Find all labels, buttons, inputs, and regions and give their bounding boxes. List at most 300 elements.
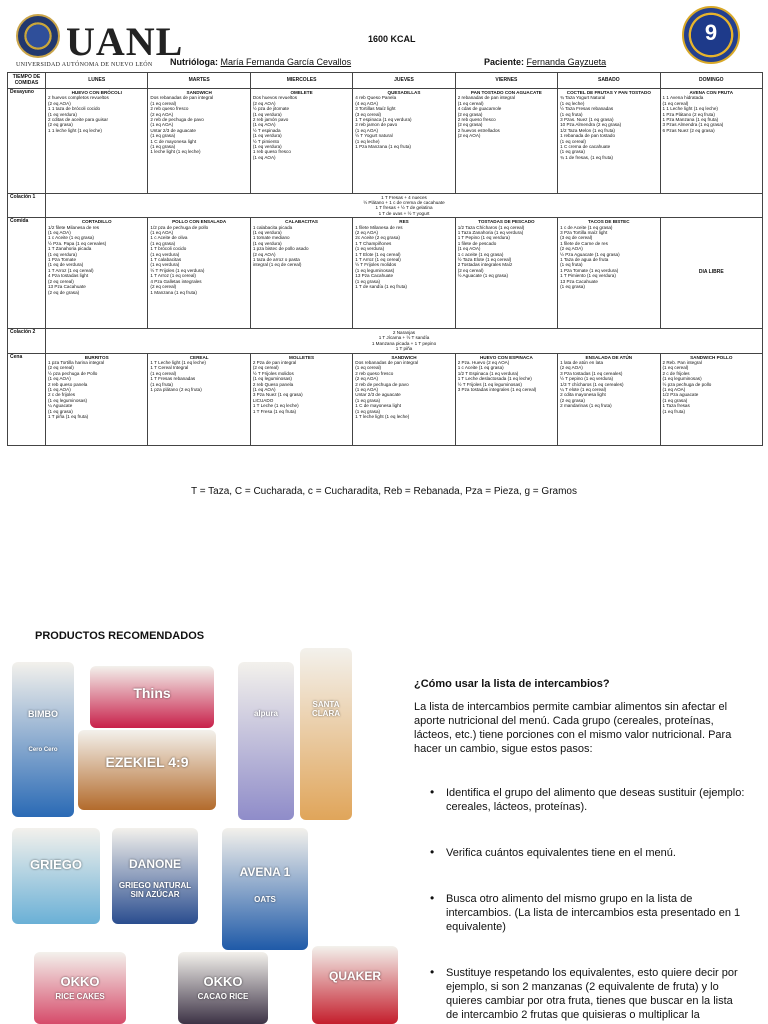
ingredient-line: (1 eq leguminosas) bbox=[252, 376, 292, 382]
product-image bbox=[34, 952, 126, 1024]
ingredient-line: (2 eq grasa) bbox=[457, 111, 483, 117]
ingredient-line: (2 eq de grasa) bbox=[48, 289, 80, 295]
ingredient-line: Dos rebanadas de pan integral bbox=[150, 95, 214, 101]
ingredient-line: 4 Pza tostadas light bbox=[48, 273, 89, 279]
dish-cell bbox=[558, 353, 660, 446]
meal-time-label: Colación 1 bbox=[8, 193, 46, 218]
ingredient-line: 2 reb de pechuga de pavo bbox=[355, 381, 409, 387]
dish-title: BURRITOS bbox=[84, 354, 109, 360]
meal-row bbox=[8, 218, 763, 329]
ingredient-line: 1 C crema de cacahuate bbox=[560, 144, 611, 150]
ingredient-line: (1 eq cereal) bbox=[150, 370, 177, 376]
ingredient-line: 13 Pza Cacahuate bbox=[560, 278, 598, 284]
ingredient-line: 1 Manzana (1 eq fruta) bbox=[150, 289, 197, 295]
ingredient-line: 1/2 pza de pechuga de pollo bbox=[150, 224, 209, 230]
ingredient-line: ¾ Taza Yogurt Natural bbox=[560, 95, 606, 101]
ingredient-line: (1 eq leguminosas) bbox=[48, 397, 88, 403]
dish-title: MOLLETES bbox=[289, 354, 315, 360]
ingredient-line: (3 eq cereal) bbox=[355, 111, 382, 117]
dish-title: OMELETE bbox=[290, 90, 313, 95]
exchange-title: ¿Cómo usar la lista de intercambios? bbox=[414, 678, 610, 690]
ingredient-line: 2 Pza de pan integral bbox=[252, 359, 297, 365]
ingredient-line: (2 eq AOA) bbox=[252, 251, 276, 257]
ingredient-line: (1 eq verdura) bbox=[150, 251, 180, 257]
dish-cell bbox=[558, 218, 660, 329]
ingredient-line: LICUADO bbox=[252, 397, 274, 403]
paciente-label: Paciente: bbox=[484, 57, 525, 67]
ingredient-line: ¼ Aguacate bbox=[48, 403, 73, 409]
dish-title: AVENA CON FRUTA bbox=[689, 90, 734, 95]
ingredient-line: (2 eq grasa) bbox=[560, 397, 585, 403]
ingredient-line: 2 reb de pechuga de pavo bbox=[150, 117, 204, 123]
dish-title: HUEVO CON BRÓCOLI bbox=[71, 90, 122, 95]
ingredient-line: 1 T Leche light (1 eq leche) bbox=[150, 359, 206, 365]
ingredient-line: 1 T Champiñones bbox=[355, 240, 392, 246]
ingredient-line: (1 eq AOA) bbox=[355, 127, 378, 133]
ingredient-line: ½ T pepino (1 eq verdura) bbox=[560, 376, 614, 382]
product-image bbox=[312, 946, 398, 1024]
product-image bbox=[112, 828, 198, 924]
dish-title: TACOS DE BISTEC bbox=[588, 219, 630, 225]
ingredient-line: 2 Reb. Pan integral bbox=[662, 359, 702, 365]
ingredient-line: (2 eq cereal) bbox=[48, 278, 74, 284]
snack-option: ½ Plátano + 1 c de crema de cacahuate bbox=[363, 199, 445, 205]
uanl-seal-icon bbox=[16, 14, 60, 58]
ingredient-line: (1 eq cereal) bbox=[355, 365, 382, 371]
dish-title: POLLO CON ENSALADA bbox=[172, 219, 227, 225]
ingredient-line: 1 T Arroz (1 eq cereal) bbox=[150, 273, 196, 279]
ingredient-line: (2 eq cereal) bbox=[252, 365, 279, 371]
ingredient-line: 2 c de frijoles bbox=[662, 370, 690, 376]
meal-row bbox=[8, 328, 763, 353]
ingredient-line: 1 Pza Manzana (1 eq fruta) bbox=[355, 144, 411, 150]
meal-plan-body bbox=[8, 89, 763, 446]
ingredient-line: 2 cditas de aceite para guisar bbox=[48, 117, 109, 123]
ingredient-line: 6 Pzas Nuez (2 eq grasa) bbox=[662, 127, 715, 133]
ingredient-line: (1 eq leguminosas) bbox=[355, 267, 395, 273]
dish-cell bbox=[660, 353, 762, 446]
ingredient-line: 13 Pza Cacahuate bbox=[48, 284, 86, 290]
ingredient-line: (1 eq grasa) bbox=[560, 149, 585, 155]
snack-option: 1 T Fresas + 4 nueces bbox=[381, 194, 427, 200]
ingredient-line: 1 filete de Carne de res bbox=[560, 240, 608, 246]
dish-title: SANDWICH POLLO bbox=[690, 354, 733, 360]
ingredient-line: 1 c aceite (1 eq grasa) bbox=[457, 251, 504, 257]
ingredient-line: 3 Pza tostadas integrales (1 eq cereal) bbox=[457, 386, 537, 392]
ingredient-line: (1 eq verdura) bbox=[150, 262, 180, 268]
paciente-value: Fernanda Gayzueta bbox=[526, 57, 607, 67]
ingredient-line: 1 tomate mediano bbox=[252, 235, 290, 241]
dish-title: HUEVO CON ESPINACA bbox=[479, 354, 533, 360]
dish-title: ENSALADA DE ATÚN bbox=[585, 354, 633, 360]
dish-title: CALABACITAS bbox=[285, 219, 318, 225]
ingredient-line: (1 eq AOA) bbox=[48, 376, 71, 382]
ingredient-line: 1 pza plátano (2 eq fruta) bbox=[150, 386, 202, 392]
product-image bbox=[90, 666, 214, 728]
ingredient-line: (1 eq fruta) bbox=[560, 262, 583, 268]
ingredient-line: (2 eq AOA) bbox=[150, 111, 174, 117]
product-brand: EZEKIEL 4:9 bbox=[105, 754, 189, 770]
dish-title: QUESADILLAS bbox=[387, 90, 421, 95]
ingredient-line: (1 eq leche) bbox=[355, 138, 380, 144]
ingredient-line: 1 filete Milanesa de res bbox=[355, 224, 403, 230]
product-name: CACAO RICE bbox=[197, 992, 249, 1001]
free-day-cell: DIA LIBRE bbox=[660, 218, 762, 329]
ingredient-line: 1 1 Avena hidratada bbox=[662, 95, 704, 101]
ingredient-line: 1 c Aceite (1 eq grasa) bbox=[48, 235, 94, 241]
ingredient-line: (1 eq grasa) bbox=[662, 397, 688, 403]
ingredient-line: 1 filete de pescado bbox=[457, 240, 497, 246]
dish-title: RES bbox=[399, 219, 409, 225]
product-name: Cero Cero bbox=[28, 747, 58, 753]
ingredient-line: 1 pza bistec de pollo asado bbox=[252, 246, 309, 252]
ingredient-line: 1 T Pepino (1 eq verdura) bbox=[457, 235, 510, 241]
dish-cell bbox=[46, 353, 148, 446]
ingredient-line: (1 eq AOA) bbox=[457, 246, 481, 252]
ingredient-line: 2 reb jamón pavo bbox=[252, 117, 289, 123]
ingredient-line: (1 eq cereal) bbox=[560, 138, 586, 144]
ingredient-line: 1 T espinaca (1 eq verdura) bbox=[355, 117, 412, 123]
ingredient-line: 2 huevos estrellados bbox=[457, 127, 500, 133]
dish-cell bbox=[250, 89, 352, 194]
ingredient-line: ½ Taza Elote (1 eq cereal) bbox=[457, 257, 512, 263]
ingredient-line: Untar 2/3 de aguacate bbox=[355, 392, 401, 398]
ingredient-line: (1 eq AOA) bbox=[150, 230, 174, 236]
day-header: LUNES bbox=[46, 73, 148, 89]
ingredient-line: (1 eq verdura) bbox=[252, 144, 282, 150]
product-name: RICE CAKES bbox=[55, 992, 105, 1001]
ingredient-line: 3 Pzas. Nuez (1 eq grasa) bbox=[560, 117, 614, 123]
product-brand: OKKO bbox=[203, 974, 243, 989]
meal-plan-table bbox=[7, 72, 763, 446]
dish-title: SANDWICH bbox=[391, 354, 417, 360]
ingredient-line: 1 calabacita picada bbox=[252, 224, 293, 230]
snack-option: 1 T de uvas + ½ T yogurt bbox=[378, 210, 430, 216]
exchange-step: • Busca otro alimento del mismo grupo en la lista de intercambios. (La lista de intercambios esta presentado en 1 equivalente) bbox=[428, 892, 748, 934]
dish-title: SANDWICH bbox=[186, 90, 212, 95]
ingredient-line: 1 T de sandía (1 eq fruta) bbox=[355, 284, 407, 290]
nutriologa-line bbox=[170, 57, 351, 67]
product-brand: OKKO bbox=[60, 974, 100, 989]
ingredient-line: 2 Tostadas integrales Maíz bbox=[457, 262, 513, 268]
exchange-step: • Identifica el grupo del alimento que deseas sustituir (ejemplo: cereales, lácteos, proteínas). bbox=[428, 786, 748, 814]
ingredient-line: 2 reb jamon de pavo bbox=[355, 122, 398, 128]
ingredient-line: ½ T Frijoles (1 eq verdura) bbox=[150, 267, 205, 273]
ingredient-line: 1 T brócoli cocido bbox=[150, 246, 187, 252]
ingredient-line: (1 eq cereal) bbox=[662, 365, 689, 371]
product-brand: SANTA CLARA bbox=[312, 700, 340, 718]
ingredient-line: (1 eq verdura) bbox=[252, 111, 282, 117]
snack-option: 1 T Jícama + ½ T sandía bbox=[378, 335, 430, 341]
ingredient-line: 2c Aceite (2 eq grasa) bbox=[355, 235, 400, 241]
ingredient-line: 1/2 filete Milanesa de res bbox=[48, 224, 100, 230]
ingredient-line: 1 rebanada de pan tostado bbox=[560, 133, 616, 139]
product-brand: AVENA 1 bbox=[239, 865, 291, 879]
ingredient-line: (1 eq grasa) bbox=[560, 284, 585, 290]
nutriologa-label: Nutrióloga: bbox=[170, 57, 218, 67]
ingredient-line: (1 eq cereal) bbox=[457, 100, 484, 106]
ingredient-line: 3 Pzas Almendra (1 eq grasa) bbox=[662, 122, 724, 128]
ingredient-line: (2 eq cereal) bbox=[48, 365, 74, 371]
product-image bbox=[78, 730, 216, 810]
ingredient-line: ½ pza pechuga de Pollo bbox=[48, 370, 98, 376]
ingredient-line: 1 1 leche light (1 eq leche) bbox=[48, 127, 102, 133]
dish-cell bbox=[46, 89, 148, 194]
ingredient-line: 1 T Arroz (1 eq cereal) bbox=[355, 257, 401, 263]
ingredient-line: 1 Taza de agua de fruta bbox=[560, 257, 609, 263]
ingredient-line: 2 cdita mayonesa light bbox=[560, 392, 606, 398]
faculty-seal-number: 9 bbox=[704, 20, 718, 45]
product-brand: GRIEGO bbox=[29, 857, 82, 872]
ingredient-line: ½ Taza Fresas rebanadas bbox=[560, 106, 614, 112]
ingredient-line: 2 reb queso panela bbox=[48, 381, 88, 387]
ingredient-line: 1 C de mayonesa light bbox=[355, 403, 401, 409]
ingredient-line: 1/2 T Espinaca (1 eq verdura) bbox=[457, 370, 519, 376]
product-image bbox=[178, 952, 268, 1024]
ingredient-line: ½ T Yogurt natural bbox=[355, 133, 393, 139]
dish-cell bbox=[455, 218, 557, 329]
ingredient-line: 1 T Pimiento (1 eq verdura) bbox=[560, 273, 616, 279]
uanl-logo-subtitle: UNIVERSIDAD AUTÓNOMA DE NUEVO LEÓN bbox=[16, 62, 153, 68]
ingredient-line: 1/2 Pza aguacate bbox=[662, 392, 699, 398]
ingredient-line: 1 Pza Tomate (1 eq verdura) bbox=[560, 267, 619, 273]
meal-row bbox=[8, 89, 763, 194]
products-title: PRODUCTOS RECOMENDADOS bbox=[35, 630, 205, 642]
ingredient-line: 1 pza Tortilla harina integral bbox=[48, 359, 105, 365]
ingredient-line: 1 Taza fresas bbox=[662, 403, 690, 409]
ingredient-line: 1 T calabacitas bbox=[150, 257, 182, 263]
ingredient-line: 2 Pza. Huevo (2 eq AOA) bbox=[457, 359, 510, 365]
ingredient-line: ¼ T elote (1 eq cereal) bbox=[560, 386, 607, 392]
ingredient-line: ½ T Frijoles (1 eq leguminosas) bbox=[457, 381, 522, 387]
ingredient-line: 1 T Leche deslactosada (1 eq leche) bbox=[457, 376, 532, 382]
ingredient-line: (2 eq cereal) bbox=[457, 267, 484, 273]
product-image bbox=[238, 662, 294, 820]
dish-cell bbox=[250, 353, 352, 446]
ingredient-line: (1 eq AOA) bbox=[662, 386, 686, 392]
snack-option: 1 T fresas + ½ T de gelatina bbox=[375, 205, 433, 211]
ingredient-line: (2 eq AOA) bbox=[560, 365, 583, 371]
ingredient-line: (1 eq verdura) bbox=[48, 251, 77, 257]
dish-cell bbox=[660, 89, 762, 194]
meal-time-label: Colación 2 bbox=[8, 328, 46, 353]
ingredient-line: ½ T Frijoles molidos bbox=[252, 370, 294, 376]
ingredient-line: (2 eq AOA) bbox=[560, 246, 583, 252]
ingredient-line: 4 reb Queso Panela bbox=[355, 95, 397, 101]
ingredient-line: (1 eq fruta) bbox=[662, 408, 685, 414]
ingredient-line: (1 eq fruta) bbox=[150, 381, 173, 387]
snack-option: 2 Naranjas bbox=[392, 329, 416, 335]
dish-cell bbox=[148, 218, 250, 329]
meal-plan-header-row bbox=[8, 73, 763, 89]
ingredient-line: 1/3 T chícharos (1 eq cereales) bbox=[560, 381, 624, 387]
dish-title: CEREAL bbox=[189, 354, 209, 360]
ingredient-line: 1 T Fresa (1 eq fruta) bbox=[252, 408, 297, 414]
product-image bbox=[12, 828, 100, 924]
ingredient-line: (1 eq AOA) bbox=[48, 386, 71, 392]
ingredient-line: 1/2 Taza Chícharos (1 eq cereal) bbox=[457, 224, 525, 230]
product-image bbox=[12, 662, 74, 817]
meal-time-label: Comida bbox=[8, 218, 46, 329]
ingredient-line: 1 T Leche (1 eq leche) bbox=[252, 403, 299, 409]
ingredient-line: (1 eq grasa) bbox=[355, 397, 381, 403]
ingredient-line: 2 reb queso fresco bbox=[457, 117, 496, 123]
dish-cell bbox=[353, 353, 455, 446]
dish-cell bbox=[353, 218, 455, 329]
ingredient-line: (3 eq de cereal) bbox=[560, 235, 593, 241]
ingredient-line: 1 c de Aceite (1 eq grasa) bbox=[560, 224, 613, 230]
dish-cell bbox=[455, 353, 557, 446]
ingredient-line: 1 T Arroz (1 eq cereal) bbox=[48, 267, 94, 273]
nutriologa-value: María Fernanda García Cevallos bbox=[220, 57, 352, 67]
ingredient-line: 1 leche light (1 eq leche) bbox=[150, 149, 201, 155]
abbreviation-legend: T = Taza, C = Cucharada, c = Cucharadita, Reb = Rebanada, Pza = Pieza, g = Gramos bbox=[191, 486, 577, 497]
ingredient-line: 13 Pza Cacahuate bbox=[355, 273, 394, 279]
ingredient-line: ½ T Frijoles molidos bbox=[355, 262, 397, 268]
ingredient-line: (1 eq cereal) bbox=[150, 100, 177, 106]
kcal-title: 1600 KCAL bbox=[368, 34, 416, 44]
ingredient-line: 4 cdas de guacamole bbox=[457, 106, 502, 112]
ingredient-line: (1 eq verdura) bbox=[48, 111, 77, 117]
ingredient-line: (1 eq cereal) bbox=[662, 100, 689, 106]
meal-time-label: Cena bbox=[8, 353, 46, 446]
snack-option: 1 Manzana picada + 1 T pepino bbox=[371, 340, 437, 346]
exchange-step: • Sustituye respetando los equivalentes, esto quiere decir por ejemplo, si son 2 manzanas (2 equivalente de fruta) y lo quieres cambiar por otra fruta, tienes que buscar en la lista de intercambio 2 frutas que quisieras o multiplicar la bbox=[428, 966, 748, 1022]
ingredient-line: (2 eq grasa) bbox=[457, 122, 483, 128]
dish-cell bbox=[148, 353, 250, 446]
exchange-step: • Verifica cuántos equivalentes tiene en el menú. bbox=[428, 846, 748, 860]
ingredient-line: (1 eq de verdura) bbox=[48, 262, 84, 268]
ingredient-line: 3 Tortillas Maíz light bbox=[355, 106, 396, 112]
dish-title: COCTEL DE FRUTAS Y PAN TOSTADO bbox=[566, 90, 651, 95]
ingredient-line: 2 c de frijoles bbox=[48, 392, 76, 398]
ingredient-line: (1 eq AOA) bbox=[252, 386, 276, 392]
ingredient-line: (1 eq grasa) bbox=[150, 133, 176, 139]
dish-title: PAN TOSTADO CON AGUACATE bbox=[470, 90, 542, 95]
dish-cell bbox=[148, 89, 250, 194]
ingredient-line: (1 eq grasa) bbox=[150, 144, 176, 150]
ingredient-line: (2 eq AOA) bbox=[355, 376, 378, 382]
ingredient-line: (2 eq AOA) bbox=[48, 100, 71, 106]
ingredient-line: 2 rebanadas de pan integral bbox=[457, 95, 515, 101]
ingredient-line: (1 eq grasa) bbox=[150, 240, 176, 246]
product-name: GRIEGO NATURAL SIN AZÚCAR bbox=[118, 881, 192, 899]
ingredient-line: (1 eq AOA) bbox=[355, 386, 378, 392]
ingredient-line: 1 Pza Plátano (2 eq fruta) bbox=[662, 111, 715, 117]
ingredient-line: 1 T Cereal Integral bbox=[150, 365, 189, 371]
day-header: MARTES bbox=[148, 73, 250, 89]
faculty-seal-icon bbox=[682, 6, 740, 64]
ingredient-line: 1 reb queso fresco bbox=[252, 149, 291, 155]
dish-cell bbox=[250, 218, 352, 329]
ingredient-line: 3 Pza Nuez (1 eq grasa) bbox=[252, 392, 303, 398]
ingredient-line: 2 huevos completos revueltos bbox=[48, 95, 109, 101]
ingredient-line: Untar 2/3 de aguacate bbox=[150, 127, 196, 133]
ingredient-line: (1 eq verdura) bbox=[252, 133, 282, 139]
ingredient-line: 2 reb queso fresco bbox=[355, 370, 394, 376]
ingredient-line: 3 Pza tostadas (1 eq cereales) bbox=[560, 370, 623, 376]
ingredient-line: 1 T Zanahoria picada bbox=[48, 246, 92, 252]
ingredient-line: 1 lata de atún en lata bbox=[560, 359, 604, 365]
ingredient-line: 1 T Elote (1 eq cereal) bbox=[355, 251, 401, 257]
ingredient-line: 10 Pza Almendra (2 eq grasa) bbox=[560, 122, 622, 128]
product-name: OATS bbox=[254, 895, 276, 904]
product-brand: Thins bbox=[133, 685, 171, 701]
ingredient-line: 1 Taza Zanahoria (1 eq verdura) bbox=[457, 230, 524, 236]
ingredient-line: (2 eq cereal) bbox=[150, 284, 177, 290]
dish-cell bbox=[353, 89, 455, 194]
ingredient-line: 3 Pza Tortilla maíz light bbox=[560, 230, 608, 236]
document-header bbox=[0, 0, 768, 76]
ingredient-line: 1/2 Taza Melon (1 eq fruta) bbox=[560, 127, 615, 133]
exchange-intro: La lista de intercambios permite cambiar alimentos sin afectar el aporte nutricional del menú. Cada grupo (cereales, proteínas, lácteos, etc.) tiene porciones con el mismo valor nutricional. Para hacer un cambio, sigue estos pasos: bbox=[414, 701, 732, 756]
ingredient-line: 1 1 taza de brócoli cocido bbox=[48, 106, 101, 112]
ingredient-line: 1 Pza Manzana (1 eq fruta) bbox=[662, 117, 719, 123]
product-brand: BIMBO bbox=[28, 709, 58, 719]
ingredient-line: (1 eq AOA) bbox=[252, 154, 276, 160]
product-brand: alpura bbox=[253, 709, 278, 718]
ingredient-line: 4 Pza Galletas integrales bbox=[150, 278, 202, 284]
ingredient-line: ½ Pza Aguacate (1 eq grasa) bbox=[560, 251, 620, 257]
uanl-logo-text: UANL bbox=[66, 19, 184, 64]
ingredient-line: (1 eq AOA) bbox=[48, 230, 71, 236]
ingredient-line: ½ pza pechuga de pollo bbox=[662, 381, 712, 387]
ingredient-line: (4 eq AOA) bbox=[355, 100, 378, 106]
product-brand: QUAKER bbox=[328, 969, 381, 983]
ingredient-line: 1 T Fresas rebanadas bbox=[150, 376, 196, 382]
day-header: VIERNES bbox=[455, 73, 557, 89]
ingredient-line: 1 T leche light (1 eq leche) bbox=[355, 413, 410, 419]
ingredient-line: (1 eq fruta) bbox=[560, 111, 583, 117]
ingredient-line: (1 eq grasa) bbox=[355, 408, 381, 414]
snack-option: 1 T piña bbox=[395, 346, 413, 352]
ingredient-line: integral (1 eq de cereal) bbox=[252, 262, 302, 268]
ingredient-line: ½ T pimiento bbox=[252, 138, 280, 144]
ingredient-line: (1 eq leguminosas) bbox=[662, 376, 702, 382]
paciente-line bbox=[484, 57, 606, 67]
product-image bbox=[300, 648, 352, 820]
ingredient-line: (1 eq AOA) bbox=[252, 122, 276, 128]
meal-row bbox=[8, 353, 763, 446]
ingredient-line: 1 1 Leche light (1 eq leche) bbox=[662, 106, 718, 112]
meal-time-header: TIEMPO DE COMIDAS bbox=[8, 73, 46, 89]
snack-options-cell bbox=[46, 328, 763, 353]
day-header: DOMINGO bbox=[660, 73, 762, 89]
ingredient-line: (1 eq verdura) bbox=[252, 230, 282, 236]
ingredient-line: 1 c Aceite de oliva bbox=[150, 235, 188, 241]
snack-options-cell bbox=[46, 193, 763, 218]
ingredient-line: (1 eq AOA) bbox=[150, 122, 174, 128]
ingredient-line: (1 eq verdura) bbox=[355, 246, 385, 252]
ingredient-line: (2 eq grasa) bbox=[48, 122, 73, 128]
dish-cell bbox=[46, 218, 148, 329]
ingredient-line: ½ Aguacate (1 eq grasa) bbox=[457, 273, 508, 279]
ingredient-line: Dos huevos revueltos bbox=[252, 95, 298, 101]
ingredient-line: 1 c Aceite (1 eq grasa) bbox=[457, 365, 504, 371]
ingredient-line: (1 eq verdura) bbox=[252, 240, 282, 246]
ingredient-line: (1 eq grasa) bbox=[355, 278, 381, 284]
ingredient-line: (2 eq AOA) bbox=[457, 133, 481, 139]
ingredient-line: (2 eq AOA) bbox=[252, 100, 276, 106]
ingredient-line: ½ Pza. Papa (1 eq cereales) bbox=[48, 240, 107, 246]
ingredient-line: ¾ 1 de fresas, (1 eq fruta) bbox=[560, 154, 613, 160]
product-brand: DANONE bbox=[128, 857, 181, 871]
ingredient-line: ½ T espinada bbox=[252, 127, 281, 133]
ingredient-line: 1 C de mayonesa light bbox=[150, 138, 197, 144]
ingredient-line: (1 eq grasa) bbox=[48, 408, 73, 414]
dish-cell bbox=[558, 89, 660, 194]
ingredient-line: 2 reb Queso panela bbox=[252, 381, 294, 387]
